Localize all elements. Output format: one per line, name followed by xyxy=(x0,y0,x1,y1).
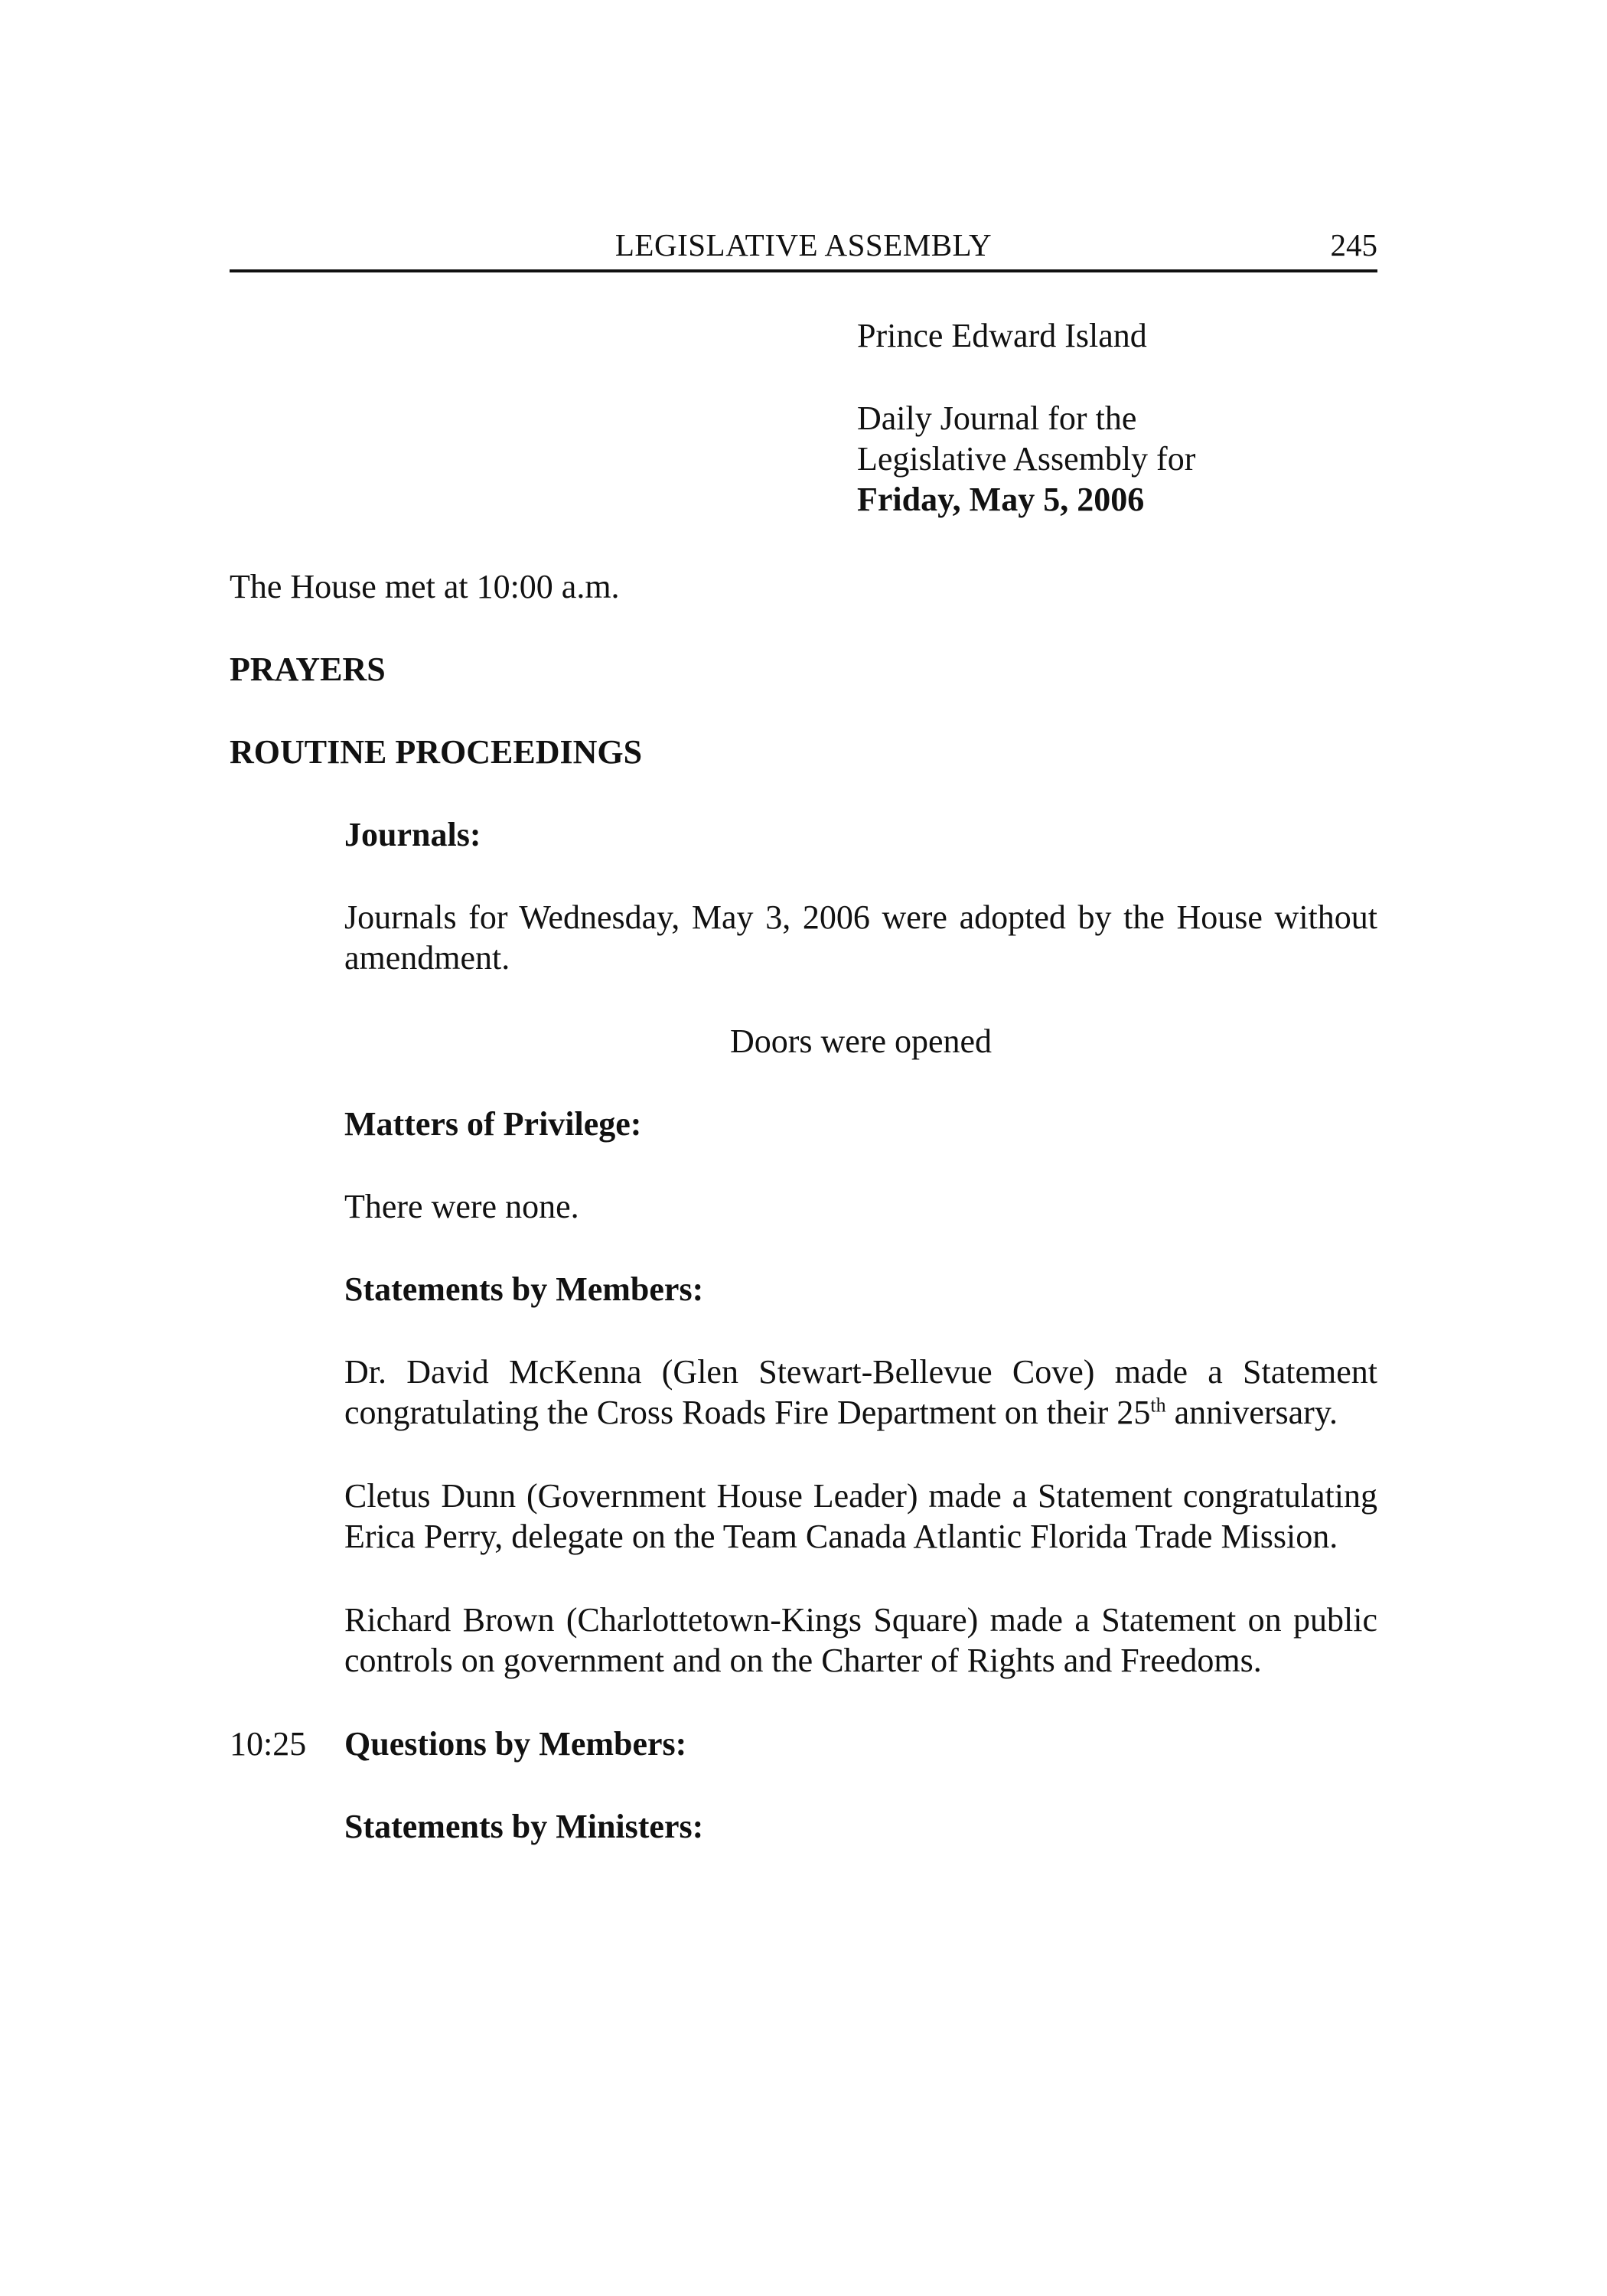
header-title: LEGISLATIVE ASSEMBLY xyxy=(614,227,993,263)
journals-line: amendment. xyxy=(344,939,510,977)
statement-text: congratulating the Cross Roads Fire Department on their 25 xyxy=(344,1394,1151,1431)
questions-heading: Questions by Members: xyxy=(344,1725,687,1763)
title-line-province: Prince Edward Island xyxy=(857,317,1147,354)
page-number: 245 xyxy=(1330,227,1377,263)
doors-opened-note: Doors were opened xyxy=(729,1022,993,1060)
statement-line: controls on government and on the Charter of Rights and Freedoms. xyxy=(344,1642,1262,1679)
statement-line: Cletus Dunn (Government House Leader) made a Statement congratulating xyxy=(344,1477,1377,1515)
statement-line: Dr. David McKenna (Glen Stewart-Bellevue Cove) made a Statement xyxy=(344,1353,1377,1391)
statements-members-heading: Statements by Members: xyxy=(344,1270,704,1308)
journal-date: Friday, May 5, 2006 xyxy=(857,481,1145,518)
opening-statement: The House met at 10:00 a.m. xyxy=(230,568,620,605)
title-line-assembly: Legislative Assembly for xyxy=(857,440,1196,478)
statement-brown xyxy=(344,1600,1377,1681)
privilege-text: There were none. xyxy=(344,1188,579,1225)
statement-dunn xyxy=(344,1476,1377,1557)
statements-ministers-heading: Statements by Ministers: xyxy=(344,1808,704,1845)
section-prayers: PRAYERS xyxy=(230,651,386,688)
section-routine-proceedings: ROUTINE PROCEEDINGS xyxy=(230,733,643,771)
statement-line: Erica Perry, delegate on the Team Canada Atlantic Florida Trade Mission. xyxy=(344,1518,1338,1555)
page-header xyxy=(230,223,1377,272)
statement-text: anniversary. xyxy=(1165,1394,1338,1431)
ordinal-suffix: th xyxy=(1150,1394,1166,1417)
statement-line xyxy=(344,1392,1377,1433)
journals-paragraph xyxy=(344,897,1377,978)
journals-heading: Journals: xyxy=(344,816,481,853)
privilege-heading: Matters of Privilege: xyxy=(344,1105,642,1143)
questions-time: 10:25 xyxy=(230,1725,307,1763)
journals-line: Journals for Wednesday, May 3, 2006 were adopted by the House without xyxy=(344,899,1377,936)
statement-mckenna xyxy=(344,1352,1377,1433)
title-line-journal: Daily Journal for the xyxy=(857,400,1137,437)
statement-line: Richard Brown (Charlottetown-Kings Square) made a Statement on public xyxy=(344,1601,1377,1639)
